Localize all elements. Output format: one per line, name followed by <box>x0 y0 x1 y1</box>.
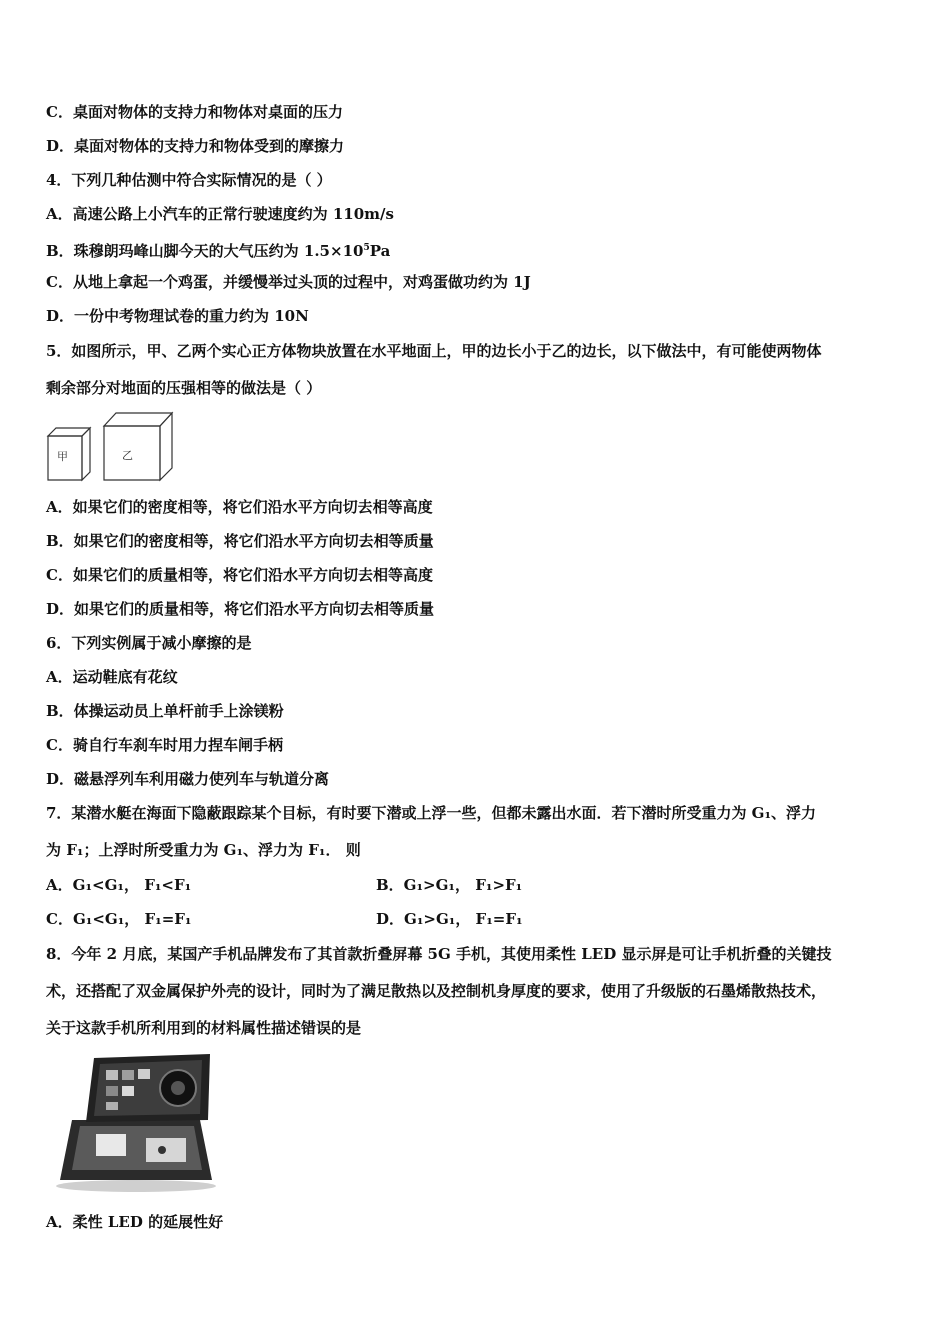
q6-option-b: B．体操运动员上单杆前手上涂镁粉 <box>46 702 284 720</box>
q5-option-c: C．如果它们的质量相等，将它们沿水平方向切去相等高度 <box>46 566 433 584</box>
q5-option-d: D．如果它们的质量相等，将它们沿水平方向切去相等质量 <box>46 600 435 618</box>
q6-stem: 6．下列实例属于减小摩擦的是 <box>46 634 252 652</box>
cube-jia-label: 甲 <box>57 450 68 463</box>
q4-option-d: D．一份中考物理试卷的重力约为 10N <box>46 307 309 325</box>
q8-stem-line2: 术，还搭配了双金属保护外壳的设计，同时为了满足散热以及控制机身厚度的要求，使用了升级版的石墨烯散热技术， <box>46 982 827 1000</box>
q8-stem-line1: 8．今年 2 月底，某国产手机品牌发布了其首款折叠屏幕 5G 手机，其使用柔性 LED 显示屏是可让手机折叠的关键技 <box>46 945 832 963</box>
cube-jia <box>48 428 90 480</box>
q8-stem-line3: 关于这款手机所利用到的材料属性描述错误的是 <box>46 1019 362 1037</box>
q6-option-c: C．骑自行车刹车时用力捏车闸手柄 <box>46 736 283 754</box>
q4-option-b-text: B．珠穆朗玛峰山脚今天的大气压约为 1.5×10 <box>46 242 364 260</box>
q3-option-c: C．桌面对物体的支持力和物体对桌面的压力 <box>46 103 343 121</box>
q4-option-b-exponent: 5 <box>363 243 370 253</box>
q7-option-b: B．G₁>G₁， F₁>F₁ <box>376 876 523 894</box>
q5-stem-line1: 5．如图所示，甲、乙两个实心正方体物块放置在水平地面上，甲的边长小于乙的边长，以下做法中，有可能使两物体 <box>46 342 822 360</box>
q8-option-a: A．柔性 LED 的延展性好 <box>46 1213 224 1231</box>
q5-option-b: B．如果它们的密度相等，将它们沿水平方向切去相等质量 <box>46 532 434 550</box>
q4-option-b-unit: Pa <box>369 242 391 260</box>
q4-option-b <box>46 238 390 261</box>
q5-stem-line2: 剩余部分对地面的压强相等的做法是（ ） <box>46 379 322 397</box>
q3-option-d: D．桌面对物体的支持力和物体受到的摩擦力 <box>46 137 345 155</box>
q7-stem-line1: 7．某潜水艇在海面下隐蔽跟踪某个目标，有时要下潜或上浮一些，但都未露出水面．若下潜时所受重力为 G₁、浮力 <box>46 804 817 822</box>
q4-option-a: A．高速公路上小汽车的正常行驶速度约为 110m/s <box>46 205 394 223</box>
q7-option-c: C．G₁<G₁， F₁=F₁ <box>46 910 192 928</box>
cube-yi <box>104 413 172 480</box>
q4-option-c: C．从地上拿起一个鸡蛋，并缓慢举过头顶的过程中，对鸡蛋做功约为 1J <box>46 273 531 291</box>
q6-option-d: D．磁悬浮列车利用磁力使列车与轨道分离 <box>46 770 330 788</box>
q6-option-a: A．运动鞋底有花纹 <box>46 668 178 686</box>
cube-figure <box>46 408 176 484</box>
q7-option-d: D．G₁>G₁， F₁=F₁ <box>376 910 523 928</box>
q7-option-a: A．G₁<G₁， F₁<F₁ <box>46 876 192 894</box>
q7-stem-line2: 为 F₁；上浮时所受重力为 G₁、浮力为 F₁． 则 <box>46 841 361 859</box>
foldable-phone-photo <box>50 1050 218 1196</box>
q5-option-a: A．如果它们的密度相等，将它们沿水平方向切去相等高度 <box>46 498 433 516</box>
q4-stem: 4．下列几种估测中符合实际情况的是（ ） <box>46 171 332 189</box>
cube-yi-label: 乙 <box>122 449 133 462</box>
